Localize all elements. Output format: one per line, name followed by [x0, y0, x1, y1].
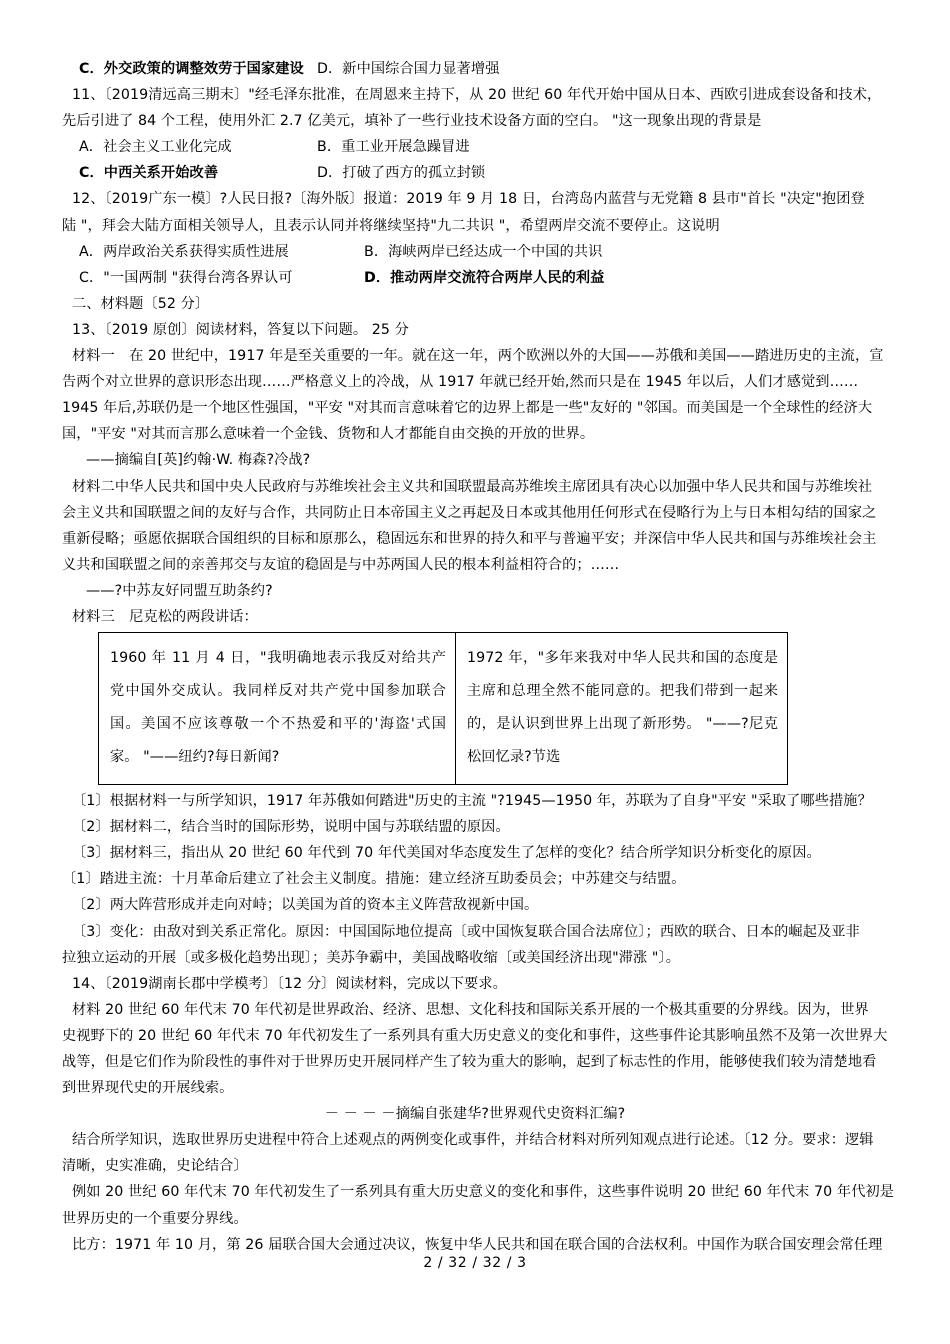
question-12-stem-line-1: 12、〔2019广东一模〕?人民日报?〔海外版〕报道：2019 年 9 月 18 日，台湾岛内蓝营与无党籍 8 县市"首长 "决定"抱团登	[72, 191, 865, 208]
question-13-answer-3-line-2: 拉独立运动的开展〔或多极化趋势出现〕；美苏争霸中，美国战略收缩〔或美国经济出现"滞涨 "〕。	[62, 949, 681, 966]
material-two-line-2: 会主义共和国联盟之间的友好与合作，共同防止日本帝国主义之再起及日本或其他用任何形式在侵略行为上与日本相勾结的国家之	[62, 504, 877, 521]
material-one-line-3: 1945 年后,苏联仍是一个地区性强国，"平安 "对其而言意味着它的边界上都是一些"友好的 "邻国。而美国是一个全球性的经济大	[62, 400, 873, 417]
question-14-requirement-line-2: 清晰，史实准确，史论结合〕	[62, 1158, 248, 1175]
question-10-option-d: D．新中国综合国力显著增强	[317, 61, 500, 77]
nixon-quote-1972-cell: 1972 年，"多年来我对中华人民共和国的态度是主席和总理全然不能同意的。把我们带到一起来的，是认识到世界上出现了新形势。 "——?尼克松回忆录?节选	[456, 633, 788, 785]
question-14-answer-line-1: 例如 20 世纪 60 年代末 70 年代初发生了一系列具有重大历史意义的变化和事件，这些事件说明 20 世纪 60 年代末 70 年代初是	[72, 1184, 895, 1201]
question-14-answer-line-3: 比方：1971 年 10 月，第 26 届联合国大会通过决议，恢复中华人民共和国在联合国的合法权利。中国作为联合国安理会常任理	[72, 1236, 883, 1253]
material-three-intro: 材料三 尼克松的两段讲话：	[72, 608, 258, 625]
question-12-option-c: C．"一国两制 "获得台湾各界认可	[79, 269, 293, 286]
material-one-line-1: 材料一 在 20 世纪中，1917 年是至关重要的一年。就在这一年，两个欧洲以外的大国——苏俄和美国——踏进历史的主流，宣	[72, 348, 884, 365]
question-12-options-row-1	[62, 239, 888, 265]
material-two-source: ——?中苏友好同盟互助条约?	[86, 582, 273, 599]
question-14-answer-line-2: 世界历史的一个重要分界线。	[62, 1210, 248, 1227]
question-13-answer-3-line-1: 〔3〕变化：由敌对到关系正常化。原因：中国国际地位提高〔或中国恢复联合国合法席位〕；西欧的联合、日本的崛起及亚非	[72, 923, 860, 940]
question-11-option-d: D．打破了西方的孤立封锁	[317, 165, 486, 182]
question-14-requirement-line-1: 结合所学知识，选取世界历史进程中符合上述观点的两例变化或事件，并结合材料对所列知观点进行论述。〔12 分。要求：逻辑	[72, 1132, 874, 1149]
question-14-stem: 14、〔2019湖南长郡中学模考〕〔12 分〕阅读材料，完成以下要求。	[72, 975, 507, 992]
nixon-quotes-table	[98, 632, 788, 785]
question-12-option-b: B．海峡两岸已经达成一个中国的共识	[364, 243, 603, 260]
question-14-material-line-4: 到世界现代史的开展线索。	[62, 1080, 234, 1097]
question-12-options-row-2	[62, 265, 888, 291]
page-footer: 2 / 32 / 32 / 3	[423, 1255, 527, 1271]
question-13-sub-question-1: 〔1〕根据材料一与所学知识，1917 年苏俄如何踏进"历史的主流 "?1945—1950 年，苏联为了自身"平安 "采取了哪些措施？	[72, 793, 872, 810]
question-14-material-line-1: 材料 20 世纪 60 年代末 70 年代初是世界政治、经济、思想、文化科技和国际关系开展的一个极其重要的分界线。因为，世界	[72, 1001, 869, 1018]
question-13-answer-2: 〔2〕两大阵营形成并走向对峙；以美国为首的资本主义阵营敌视新中国。	[72, 897, 539, 914]
question-12-stem-line-2: 陆 "，拜会大陆方面相关领导人，且表示认同并将继续坚持"九二共识 "，希望两岸交流不要停止。这说明	[62, 217, 720, 234]
question-14-material-line-3: 战等，但是它们作为阶段性的事件对于世界历史开展同样产生了较为重大的影响，起到了标志性的作用，能够使我们较为清楚地看	[62, 1054, 877, 1070]
material-two-line-3: 重新侵略；亟愿依据联合国组织的目标和原那么，稳固远东和世界的持久和平与普遍平安；并深信中华人民共和国与苏维埃社会主	[62, 530, 877, 547]
question-12-option-a: A．两岸政治关系获得实质性进展	[79, 243, 289, 260]
question-12-option-d: D．推动两岸交流符合两岸人民的利益	[364, 269, 605, 286]
question-11-stem-line-2: 先后引进了 84 个工程，使用外汇 2.7 亿美元，填补了一些行业技术设备方面的空白。 "这一现象出现的背景是	[62, 113, 762, 130]
question-13-stem: 13、〔2019 原创〕阅读材料，答复以下问题。 25 分	[72, 321, 409, 338]
question-13-sub-question-2: 〔2〕据材料二，结合当时的国际形势，说明中国与苏联结盟的原因。	[72, 819, 510, 836]
question-11-option-b: B．重工业开展急躁冒进	[317, 139, 470, 156]
question-14-material-line-2: 史视野下的 20 世纪 60 年代末 70 年代初发生了一系列具有重大历史意义的变化和事件，这些事件论其影响虽然不及第一次世界大	[62, 1027, 888, 1044]
table-row	[99, 633, 788, 785]
question-10-options-row	[62, 56, 888, 82]
section-two-heading: 二、材料题〔52 分〕	[72, 295, 210, 312]
question-14-material-source: － － － －摘编自张建华?世界观代史资料汇编?	[324, 1106, 626, 1123]
question-11-option-c: C．中西关系开始改善	[79, 165, 219, 182]
question-13-answer-1: 〔1〕踏进主流：十月革命后建立了社会主义制度。措施：建立经济互助委员会；中苏建交与结盟。	[62, 871, 686, 888]
material-one-source: ——摘编自[英]约翰·W. 梅森?冷战?	[86, 452, 311, 469]
document-body	[62, 56, 895, 1258]
question-13-sub-question-3: 〔3〕据材料三，指出从 20 世纪 60 年代到 70 年代美国对华态度发生了怎样的变化？结合所学知识分析变化的原因。	[72, 845, 821, 862]
material-one-line-2: 告两个对立世界的意识形态出现……严格意义上的冷战，从 1917 年就已经开始,然而只是在 1945 年以后，人们才感觉到……	[62, 374, 859, 391]
question-10-option-c: C．外交政策的调整效劳于国家建设	[79, 61, 304, 77]
material-two-line-4: 义共和国联盟之间的亲善邦交与友谊的稳固是与中苏两国人民的根本利益相符合的；……	[62, 556, 620, 573]
nixon-quote-1960-cell: 1960 年 11 月 4 日，"我明确地表示我反对给共产党中国外交成认。我同样反对共产党中国参加联合国。美国不应该尊敬一个不热爱和平的'海盗'式国家。 "——纽约?每日新闻?	[99, 633, 456, 785]
question-11-stem-line-1: 11、〔2019清远高三期末〕"经毛泽东批准，在周恩来主持下，从 20 世纪 60 年代开始中国从日本、西欧引进成套设备和技术，	[72, 87, 882, 104]
question-11-option-a: A．社会主义工业化完成	[79, 139, 232, 156]
material-one-line-4: 国，"平安 "对其而言那么意味着一个金钱、货物和人才都能自由交换的开放的世界。	[62, 426, 595, 443]
question-11-options-row-2	[62, 160, 888, 186]
question-11-options-row-1	[62, 134, 888, 160]
material-two-line-1: 材料二中华人民共和国中央人民政府与苏维埃社会主义共和国联盟最高苏维埃主席团具有决心以加强中华人民共和国与苏维埃社	[72, 478, 873, 495]
